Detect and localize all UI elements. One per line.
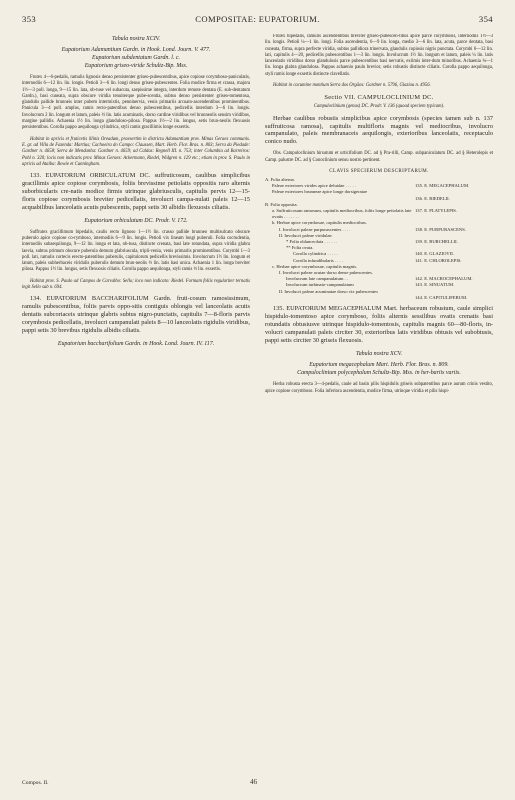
page-number-left: 353 bbox=[22, 14, 37, 24]
habitat-note: Habitat in cacumine montium Serra dos Orgãos: Gardner n. 5796, Glaziou n. 4956. bbox=[273, 83, 431, 89]
species-description: Suffrutex gracillimum bipedalis, caulis recto lignoso 1—1½ lin. crasso pallide brunneo multisulcato obscure puberulo apice copiose co-rymboso, internodiis 6—9 lin. longis. Petioli vix lineam longi puberuli. Folia cocrudentia, internodiis subaequilonga, 9—12 lin. longa et lata, ob-tusa, distincte crenata, basi late rotundata, supra viridia glabra laevia, subtus primum obscure puberula demum glabriuscula, tripli-venia, venis primariis prominentibus. Corymbi 1—3 poll. lati, ramulis cortecis erecto-patentibus puberulis, capitulorum pedicellis brevissimis. Involucrum 1½ lin. longum et latum, paleis subherbaceis viridulis puberulis demum brun-neolis ⅓ lin. latis basi unica. Achaenia 1 lin. longa breviter pilosa. Pappus 1½ lin. longus, setis flexuosis ciliatis. Corolla pappo aequilonga, styli ramis ⅓ lin. exsertis. bbox=[22, 229, 250, 273]
key-lead: A. Folia alterna. bbox=[265, 176, 295, 182]
right-column bbox=[265, 34, 493, 776]
section-heading: Sectio VII. CAMPULOCLINIUM DC. bbox=[324, 94, 434, 102]
species-diagnosis-133: 133. EUPATORIUM ORBICULATUM DC. suffruticosum, caulibus simplicibus gracillimis apice copiose corymbosis, foliis brevissime petiolatis oppositis raro alternis suborbicularis cre-natis modice firmis utrinque glabriusculis, capitulis pervis 12—15-floris copiose corymbosis breviter pedicellatis, involucri campa-nulati paleis 12—15 acquabilibus lanceolatis acutis pubescentis, pappi setis 30 albidis flexuosis ciliatis. bbox=[22, 172, 250, 211]
key-species-ref: 135. E. MEGACEPHALUM. bbox=[415, 183, 470, 189]
section-description: Herbae caulibus robustis simplicibus apice corymbosis (species tamen sub n. 137 suffruticosa ramosa), capitulis multifloris magnis vel mediocribus, involucro campanulato, paleis membranaceis aequilongis, exterioribus lanceolatis, receptaculo conico nudo. bbox=[265, 114, 493, 146]
key-species-ref: 136. E. RIEDELII. bbox=[415, 195, 450, 201]
key-lead: * Folia oblanceolata . . . . . . bbox=[286, 238, 338, 244]
key-lead: I. Involucri paleae purpurascentes . . . . bbox=[279, 226, 351, 232]
plate-reference: Tabula nostra XCV. bbox=[356, 351, 402, 358]
key-lead: Involucrum late campanulatum . . bbox=[286, 276, 348, 282]
running-title: COMPOSITAE: EUPATORIUM. bbox=[195, 14, 320, 24]
species-description: Frutex 4—6-pedalis, ramulis lignosis denso persistenter griseo-pubescentibus, apice copiose corymboso-paniculatis, internodiis 6—12 lin. lin. longis. Petioli 3—6 lin. longi denso griseo-pubescentes. Folia modice firma et crassa, majora 1½—3 poll. longa, 9—15 lin. lata, ob-tuse vel subacuta, saepissime integra, interdum remote dentata (E. sub-dentatum Gardn.), basi cuneata, supra obscure viridia tenuiterque pube-scentia, subtus denso persistenter griseo-tomentosa, glandulis pallide brunneis inter pubem intermixtis, penninervia, venis primariis arcuato-ascendentibus prominentibus. Panicula 3—4 poll. amplus, ramis recto-patentibus denso pubescentibus, pedicellis interdum 3—6 lin. longis. Involucrum 2 lin. longum et latum, paleis ⅓ lin. latis acuminatis, dorso cardine viridibus vel brunneolis sensim viridibus, margine pallidis. Achaenia 1½ lin. longa glanduloso-pilosa. Pappus 1½—2 lin. longus, setis brun-neolis flexuosis persistentibus. Corolla pappo aequilonga cylindrica, styli ramis gracillimis longe exsertis. bbox=[22, 75, 250, 131]
key-species-ref: 137. E. PLATYLEPIS. bbox=[415, 207, 457, 213]
key-lead: c. Herbae apice corymbosae, capitulis magnis. bbox=[272, 263, 358, 269]
key-heading: CLAVIS SPECIERUM DESCRIPTARUM. bbox=[329, 168, 429, 174]
key-lead: II. Involucri paleae acuminatae dorso vix pubescentes bbox=[279, 288, 378, 294]
key-lead: b. Herbae apice corymbosae, capitulis mediocribus. bbox=[272, 220, 367, 226]
key-lead: Paleae exteriores virides apice deluidae . . . . . bbox=[272, 183, 356, 189]
page-number-right: 354 bbox=[478, 14, 493, 24]
synonym: Eupatorium Adamantium Gardn. in Hook. Lond. Journ. V. 477. bbox=[61, 47, 211, 53]
sheet-number: 46 bbox=[250, 778, 257, 786]
running-header bbox=[22, 14, 493, 28]
key-lead: Paleae exteriores brunneae apice longe dorsigeratae bbox=[272, 189, 368, 195]
key-species-ref: 138. E. PURPURASCENS. bbox=[415, 226, 466, 232]
key-species-ref: 143. E. SINUATUM. bbox=[415, 282, 455, 288]
key-species-ref: 140. E. GLAZIOVII. bbox=[415, 251, 454, 257]
section-synonym: Campuloclinium (genus) DC. Prodr. V. 136 (quoad speciem typicam). bbox=[313, 104, 445, 110]
key-lead: Corolla cylindrica . . . . . bbox=[293, 251, 338, 257]
key-lead: B. Folia opposita. bbox=[265, 201, 298, 207]
key-lead: Involucrum turbinato-campanulatum bbox=[286, 282, 354, 288]
signature-mark: Compos. II. bbox=[22, 780, 49, 786]
key-species-ref: 142. E. MACROCEPHALUM. bbox=[415, 276, 473, 282]
species-description: Frutex bipedalis, ramulis ascendentibus breviter griseo-pubescen-tibus apice parce corymbosis, internodiis 1½—3 lin. longis. Petioli ¼—1 lin. longi. Folia ascendentia, 6—9 lin. longa, medio 3—6 lin. lata, acuta, parce dentata, basi cuneata, firma, supra perfecte viridia, subtus pallidiora trinervata, glandulis copiosis nigris punctata. Corymbi 6—12 lin. lati, capitulis 4—20, pedicellis pubescentibus 1—3 lin. longis. Involucrum 1½ lin. longum et latum, paleis ¼ lin. latis lanceolatis viridibus dorso glandulosis parce pubescentibus basi nervatis, exiimis inter-dum minoribus. Achaenia ¾—1 lin. longa glabra glandulosa. Pappus achaenio paulo brevior, setis robustis distincte ciliatis. Corolla pappo aequilonga, styli ramis longe exsertis distincte clavellatis. bbox=[265, 34, 493, 77]
synonym: Eupatorium orbiculatum DC. Prodr. V. 172. bbox=[84, 217, 188, 224]
observation-note: Obs. Campuloclinium hirsutum et urticifolium DC. ad § Pra-rilli, Camp. subpaniculatum DC. ad § Heterolepis et Camp. palustre DC. ad § Conoclinium sensu nostro pertinent. bbox=[265, 151, 493, 163]
key-row bbox=[265, 295, 493, 301]
habitat-note: Habitat in apricis et fruticetis illinis Oreadum, praesertim in districtu Adamantium prov. Minas Geraes communis. E. gr. ad Villa de Fazenda: Martius; Cachoeira do Campo: Claussen, Mart. Herb. Flor. Bras. n. 803; Serra da Piedade: Gardner n. 4658; Serra de Mendanha: Gardner n. 4659; ad Caldas: Regnell III. n. 753; inter Columbia ad Barreiros: Pohl n. 320; locis non indicatis prov. Minas Geraes: Ackermann, Riedel, Widgren n. 129 etc.; etiam in prov. S. Paulo in apricis ad Ataiba: Bowie et Cunningham. bbox=[22, 136, 250, 167]
synonym: Eupatorium baccharifolium Gardn. in Hook. Lond. Journ. IV. 117. bbox=[57, 340, 215, 347]
plate-reference: Tabula nostra XCIV. bbox=[112, 36, 160, 42]
key-row bbox=[265, 208, 493, 220]
key-lead: ** Folia ovata. bbox=[286, 245, 314, 251]
species-diagnosis-135: 135. EUPATORIUM MEGACEPHALUM Mart. herbaceum robustum, caule simplici hispidulo-tomentoso apice corymboso, foliis alternis sessilibus ovatis crenatis basi rotundatis obtusiusve utrinque hispidulo-tomentosis, capitulis magnis 60—80-floris, in-volucri campanulati paleis circiter 30, exterioribus latis viridibus obtusis vel subobtusis, pappi setis circiter 30 griseis flexuosis. bbox=[265, 304, 493, 344]
species-description: Herba robusta erecta 3—4-pedalis, caule ad basin pilis hispidulis griseis subpatentibus parce aurum crinis vestito, apice copiose corymboso. Folia inferiora ascendentia, modice firma, utrinque viridia et pilis hispi- bbox=[265, 382, 493, 394]
synonym: Eupatorium subdentatum Gardn. l. c. bbox=[92, 55, 180, 61]
key-lead: a. Suffruticosum ramosum, capitulis mediocribus, foliis longe petiolatis late ovatis . . . . . . . bbox=[272, 207, 412, 220]
key-lead: II. Involucri paleae viridulae. bbox=[279, 232, 333, 238]
synonym: Eupatorium megacephalum Mart. Herb. Flor. Bras. n. 809. bbox=[309, 362, 449, 369]
key-species-ref: 141. E. CHLOROLEPIS. bbox=[415, 257, 462, 263]
key-lead: I. Involucri paleae acutae dorso dense pubescentes. bbox=[279, 269, 373, 275]
habitat-note: Habitat prov. S. Paulo ad Campos de Carvalho: Sello; loco non indicato: Riedel. Formam foliis regulariter ternatis legit Sello sub n. 694. bbox=[22, 278, 250, 291]
synonym: Campuloclinium polycephalum Schultz-Bip. Mss. in her-bariis variis. bbox=[297, 370, 461, 377]
key-species-ref: 139. E. BURCHELLII. bbox=[415, 238, 458, 244]
key-lead: Corolla infundibularis . . . . bbox=[293, 257, 343, 263]
species-key bbox=[265, 177, 493, 301]
left-column bbox=[22, 34, 250, 776]
key-species-ref: 144. E. CAPITULIFERUM. bbox=[415, 294, 468, 300]
species-diagnosis-134: 134. EUPATORIUM BACCHARIFOLIUM Gardn. fruti-cosum ramosissimum, ramulis pubescentibus, foliis parvis oppo-sitis contiguis oblongis vel lanceolatis acutis dentatis subcoriaceis utrinque glabris subtus nigro-punctatis, capitulis 7—8-floris parvis corymbosis pedicellatis, involucri campanulati paleis 8—10 lanceolatis rigidulis viridibus, pappi setis 30 brevibus rigidulis albidis ciliatis. bbox=[22, 295, 250, 334]
synonym: Eupatorium griseo-viride Schultz-Bip. Mss. bbox=[84, 63, 188, 69]
